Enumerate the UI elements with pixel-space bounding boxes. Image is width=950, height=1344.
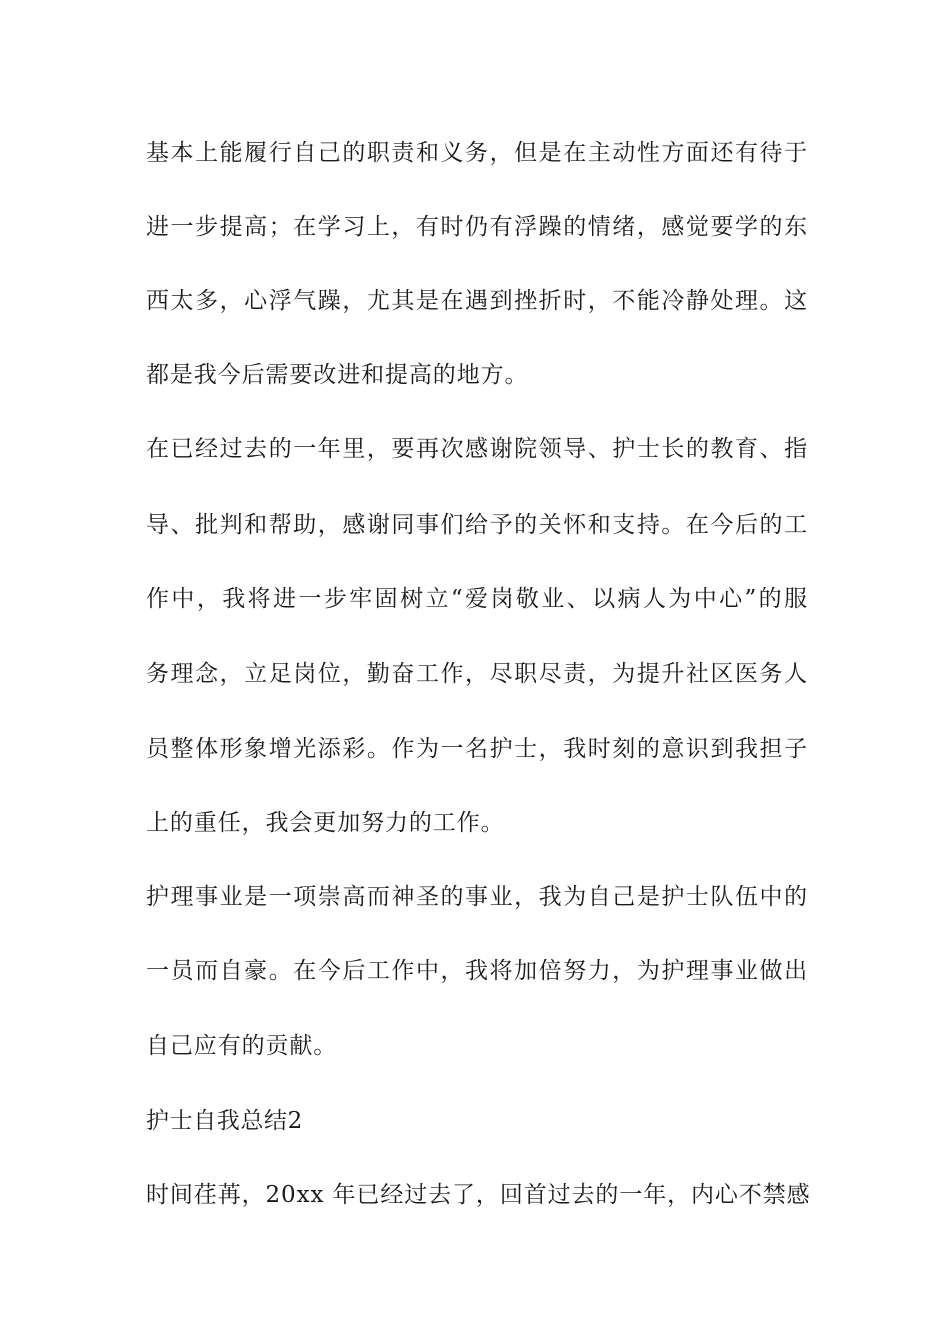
paragraph-line: 基本上能履行自己的职责和义务，但是在主动性方面还有待于 [146,140,808,166]
paragraph-line: 西太多，心浮气躁，尤其是在遇到挫折时，不能冷静处理。这 [146,288,808,314]
paragraph-line: 护理事业是一项崇高而神圣的事业，我为自己是护士队伍中的 [146,884,808,910]
paragraph-line: 时间荏苒，20xx 年已经过去了，回首过去的一年，内心不禁感 [146,1182,811,1208]
paragraph-line: 都是我今后需要改进和提高的地方。 [146,362,529,388]
paragraph-line: 员整体形象增光添彩。作为一名护士，我时刻的意识到我担子 [146,736,808,762]
section-heading: 护士自我总结2 [146,1108,303,1134]
paragraph-line: 上的重任，我会更加努力的工作。 [146,810,505,836]
paragraph-line: 作中，我将进一步牢固树立“爱岗敬业、以病人为中心”的服 [146,586,808,612]
paragraph-line: 在已经过去的一年里，要再次感谢院领导、护士长的教育、指 [146,436,808,462]
paragraph-line: 自己应有的贡献。 [146,1033,338,1059]
paragraph-line: 务理念，立足岗位，勤奋工作，尽职尽责，为提升社区医务人 [146,661,808,687]
paragraph-line: 导、批判和帮助，感谢同事们给予的关怀和支持。在今后的工 [146,512,808,538]
paragraph-line: 进一步提高；在学习上，有时仍有浮躁的情绪，感觉要学的东 [146,214,808,240]
paragraph-line: 一员而自豪。在今后工作中，我将加倍努力，为护理事业做出 [146,958,808,984]
